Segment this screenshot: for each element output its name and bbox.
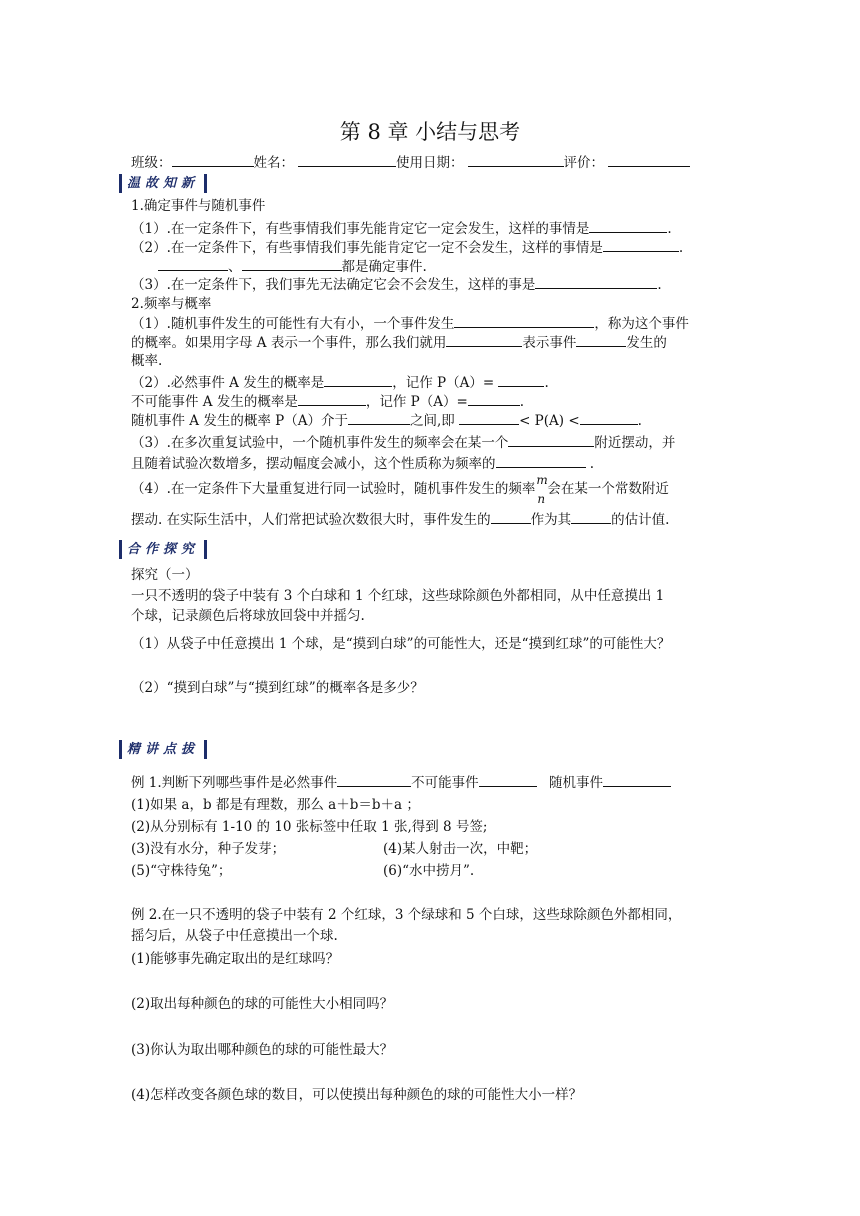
prob-item-3b: 且随着试验次数增多，摆动幅度会减小，这个性质称为频率的 . — [131, 453, 594, 474]
name-blank[interactable] — [298, 152, 396, 167]
date-blank[interactable] — [468, 152, 564, 167]
section-badge-explain: 精讲点拔 — [119, 740, 207, 759]
blank[interactable] — [468, 391, 520, 406]
blank[interactable] — [576, 332, 626, 347]
blank[interactable] — [491, 509, 531, 524]
page-title: 第 8 章 小结与思考 — [339, 120, 521, 144]
section-badge-review: 温故知新 — [119, 174, 207, 193]
prob-item-2c: 随机事件 A 发生的概率 P（A）介于 之间,即 < P(A) < . — [131, 410, 642, 431]
blank[interactable] — [479, 772, 537, 787]
example-1-item-2: (2)从分别标有 1-10 的 10 张标签中任取 1 张,得到 8 号签; — [131, 819, 488, 835]
prob-item-2a: （2）.必然事件 A 发生的概率是 ，记作 P（A）= . — [131, 372, 549, 393]
blank[interactable] — [446, 332, 522, 347]
blank[interactable] — [603, 772, 671, 787]
class-label: 班级： — [131, 155, 172, 171]
example-1-item-1: (1)如果 a，b 都是有理数，那么 a＋b＝b＋a ； — [131, 797, 420, 813]
blank[interactable] — [535, 274, 657, 289]
coop-question-1: （1）从袋子中任意摸出 1 个球，是“摸到白球”的可能性大，还是“摸到红球”的可能性大？ — [131, 636, 671, 652]
example-2-question-2: (2)取出每种颜色的球的可能性大小相同吗？ — [131, 996, 394, 1012]
blank[interactable] — [348, 410, 410, 425]
blank[interactable] — [571, 509, 611, 524]
eval-blank[interactable] — [608, 152, 690, 167]
blank[interactable] — [454, 313, 594, 328]
blank[interactable] — [508, 432, 594, 447]
blank[interactable] — [496, 453, 586, 468]
review-item-1: （1）.在一定条件下，有些事情我们事先能肯定它一定会发生，这样的事情是 . — [131, 218, 672, 239]
eval-label: 评价： — [563, 155, 604, 171]
review-heading-2: 2.频率与概率 — [131, 296, 212, 312]
prob-item-1b: 的概率。如果用字母 A 表示一个事件，那么我们就用 表示事件 发生的 — [131, 332, 667, 353]
prob-item-3a: （3）.在多次重复试验中，一个随机事件发生的频率会在某一个 附近摆动，并 — [131, 432, 675, 453]
example-1-item-5: (5)“守株待兔”； — [131, 863, 232, 879]
blank[interactable] — [337, 772, 411, 787]
example-2-question-4: (4)怎样改变各颜色球的数目，可以使摸出每种颜色的球的可能性大小一样？ — [131, 1087, 583, 1103]
blank[interactable] — [158, 256, 228, 271]
section-badge-coop: 合作探究 — [119, 540, 207, 559]
blank[interactable] — [459, 410, 519, 425]
example-1-item-6: (6)“水中捞月”. — [383, 863, 475, 879]
blank[interactable] — [498, 372, 544, 387]
name-label: 姓名： — [253, 155, 294, 171]
class-blank[interactable] — [172, 152, 254, 167]
coop-heading: 探究（一） — [131, 567, 199, 583]
date-label: 使用日期： — [396, 155, 464, 171]
blank[interactable] — [603, 237, 679, 252]
blank[interactable] — [324, 372, 392, 387]
review-heading-1: 1.确定事件与随机事件 — [131, 198, 266, 214]
coop-question-2: （2）“摸到白球”与“摸到红球”的概率各是多少？ — [131, 680, 424, 696]
review-item-2: （2）.在一定条件下，有些事情我们事先能肯定它一定不会发生，这样的事情是 . — [131, 237, 683, 258]
example-1-item-3: (3)没有水分，种子发芽； — [131, 841, 286, 857]
blank[interactable] — [580, 410, 638, 425]
example-2-question-3: (3)你认为取出哪种颜色的球的可能性最大？ — [131, 1042, 394, 1058]
prob-item-1a: （1）.随机事件发生的可能性有大有小，一个事件发生 ，称为这个事件 — [131, 313, 689, 334]
prob-item-4a: （4）.在一定条件下大量重复进行同一试验时，随机事件发生的频率 m n 会在某一个常数附近 — [131, 473, 669, 506]
review-item-2-cont: 、 都是确定事件. — [158, 256, 427, 277]
example-2-line-1: 例 2.在一只不透明的袋子中装有 2 个红球，3 个绿球和 5 个白球，这些球除颜色外都相同， — [131, 907, 682, 923]
example-1-item-4: (4)某人射击一次，中靶； — [383, 841, 538, 857]
example-1-title: 例 1.判断下列哪些事件是必然事件 不可能事件 随机事件 — [131, 772, 671, 793]
review-item-3: （3）.在一定条件下，我们事先无法确定它会不会发生，这样的事是 . — [131, 274, 662, 295]
coop-line-2: 个球，记录颜色后将球放回袋中并摇匀. — [131, 608, 365, 624]
coop-line-1: 一只不透明的袋子中装有 3 个白球和 1 个红球，这些球除颜色外都相同，从中任意摸出 1 — [131, 588, 665, 604]
example-2-line-2: 摇匀后，从袋子中任意摸出一个球. — [131, 928, 338, 944]
blank[interactable] — [589, 218, 667, 233]
blank[interactable] — [242, 256, 342, 271]
fraction-m-over-n: m n — [536, 473, 548, 506]
example-2-question-1: (1)能够事先确定取出的是红球吗？ — [131, 951, 340, 967]
prob-item-4b: 摆动. 在实际生活中，人们常把试验次数很大时，事件发生的 作为其 的估计值. — [131, 509, 669, 530]
header-info — [131, 152, 690, 173]
prob-item-2b: 不可能事件 A 发生的概率是 ，记作 P（A）= . — [131, 391, 524, 412]
prob-item-1c: 概率. — [131, 353, 163, 369]
blank[interactable] — [298, 391, 366, 406]
